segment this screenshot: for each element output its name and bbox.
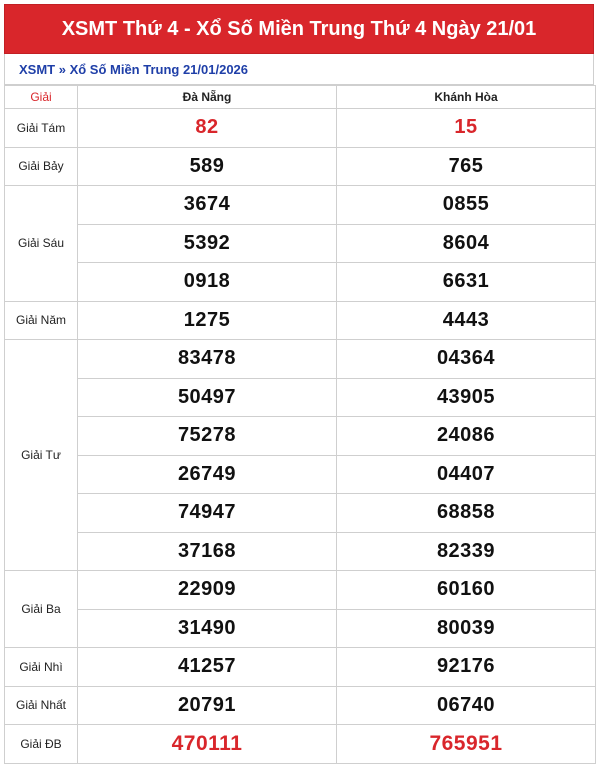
prize-label: Giải Ba [5,571,78,648]
table-row [5,186,596,225]
table-row [5,455,596,494]
prize-label: Giải Tám [5,109,78,148]
table-row [5,494,596,533]
prize-number: 82339 [337,532,596,571]
prize-number: 0855 [337,186,596,225]
prize-number: 6631 [337,263,596,302]
prize-number: 4443 [337,301,596,340]
prize-number: 06740 [337,686,596,725]
table-row [5,301,596,340]
prize-number: 589 [78,147,337,186]
table-row [5,532,596,571]
prize-label: Giải Năm [5,301,78,340]
prize-number: 0918 [78,263,337,302]
table-row [5,648,596,687]
table-row [5,340,596,379]
prize-number: 43905 [337,378,596,417]
prize-number: 470111 [78,725,337,764]
prize-number: 74947 [78,494,337,533]
results-panel [4,4,594,764]
prize-number: 24086 [337,417,596,456]
table-row [5,378,596,417]
prize-number: 26749 [78,455,337,494]
table-row [5,571,596,610]
prize-number: 765951 [337,725,596,764]
table-row [5,725,596,764]
prize-number: 04407 [337,455,596,494]
prize-number: 04364 [337,340,596,379]
breadcrumb[interactable]: XSMT » Xổ Số Miền Trung 21/01/2026 [4,54,594,85]
prize-number: 83478 [78,340,337,379]
prize-number: 765 [337,147,596,186]
prize-number: 68858 [337,494,596,533]
prize-label: Giải Nhất [5,686,78,725]
table-row [5,686,596,725]
results-table [4,85,596,764]
prize-number: 1275 [78,301,337,340]
prize-number: 37168 [78,532,337,571]
results-body [5,109,596,764]
prize-number: 82 [78,109,337,148]
prize-number: 31490 [78,609,337,648]
prize-label: Giải ĐB [5,725,78,764]
prize-number: 3674 [78,186,337,225]
prize-number: 80039 [337,609,596,648]
prize-number: 41257 [78,648,337,687]
prize-number: 50497 [78,378,337,417]
table-row [5,109,596,148]
column-header-province-1[interactable]: Đà Nẵng [78,86,337,109]
prize-number: 15 [337,109,596,148]
prize-label: Giải Sáu [5,186,78,302]
prize-number: 22909 [78,571,337,610]
column-header-province-2[interactable]: Khánh Hòa [337,86,596,109]
prize-label: Giải Nhì [5,648,78,687]
prize-label: Giải Tư [5,340,78,571]
prize-label: Giải Bảy [5,147,78,186]
prize-number: 8604 [337,224,596,263]
table-header-row [5,86,596,109]
prize-number: 60160 [337,571,596,610]
column-header-giai: Giải [5,86,78,109]
page-title: XSMT Thứ 4 - Xổ Số Miền Trung Thứ 4 Ngày 21/01 [4,4,594,54]
prize-number: 75278 [78,417,337,456]
prize-number: 20791 [78,686,337,725]
table-row [5,417,596,456]
table-row [5,609,596,648]
prize-number: 92176 [337,648,596,687]
table-row [5,147,596,186]
table-row [5,224,596,263]
prize-number: 5392 [78,224,337,263]
table-row [5,263,596,302]
